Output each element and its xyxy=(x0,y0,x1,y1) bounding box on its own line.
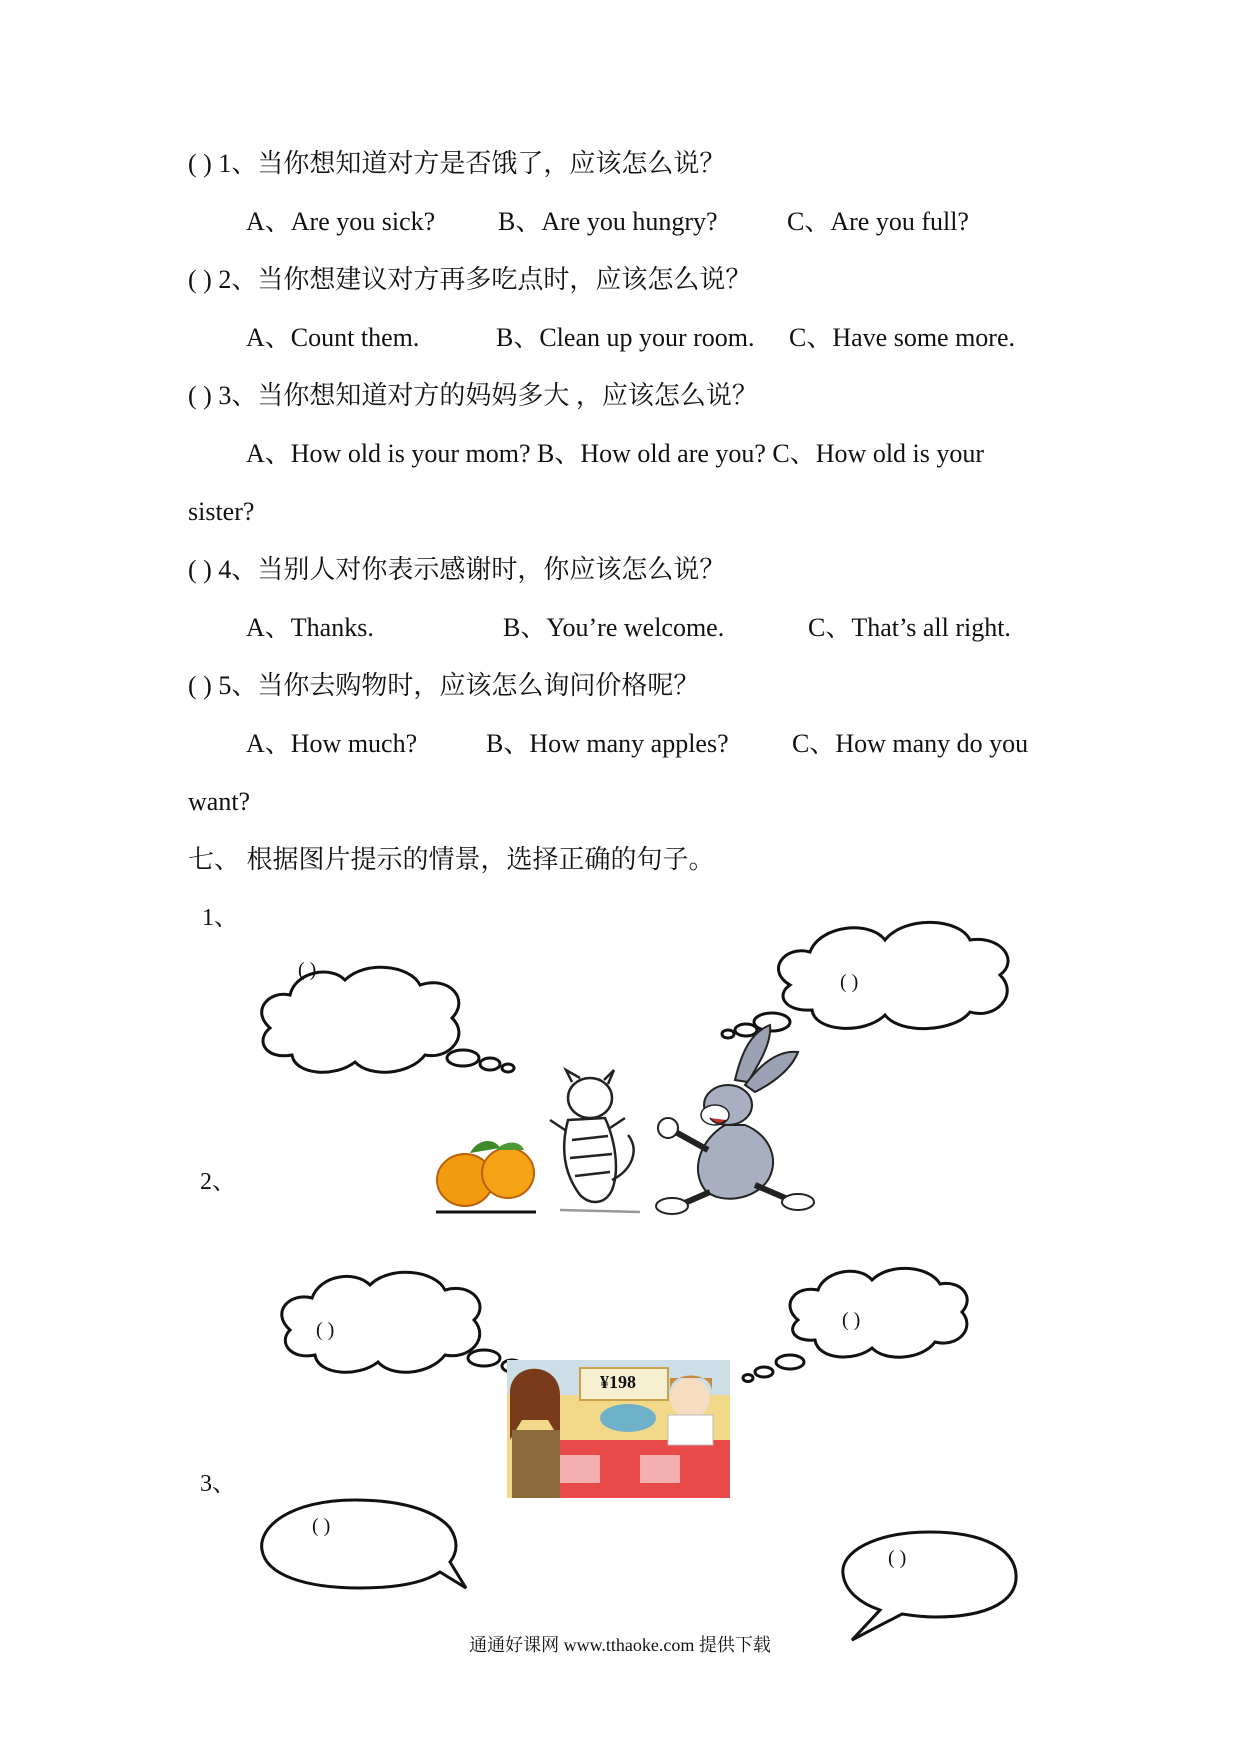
bubble-2-left-blank[interactable]: ( ) xyxy=(316,1319,335,1341)
q5-option-b: B、How many apples? xyxy=(486,729,729,758)
question-5-stem: ( ) 5、当你去购物时，应该怎么询问价格呢？ xyxy=(188,671,700,700)
item-3-number: 3、 xyxy=(200,1471,236,1497)
tiger-cartoon xyxy=(550,1070,640,1212)
q1-option-a: A、Are you sick? xyxy=(246,207,436,236)
bubble-2-right-blank[interactable]: ( ) xyxy=(842,1309,861,1331)
q2-option-a: A、Count them. xyxy=(246,323,420,352)
thought-cloud-1-right xyxy=(722,922,1008,1038)
speech-bubble-3-left xyxy=(262,1500,466,1588)
q5-continuation: want? xyxy=(188,787,251,816)
q4-option-b: B、You’re welcome. xyxy=(503,613,725,642)
q2-option-c: C、Have some more. xyxy=(789,323,1016,352)
q1-option-c: C、Are you full? xyxy=(787,207,969,236)
q5-option-c: C、How many do you xyxy=(792,729,1029,758)
q2-option-b: B、Clean up your room. xyxy=(496,323,755,352)
item-2-number: 2、 xyxy=(200,1169,236,1195)
q5-option-a: A、How much? xyxy=(246,729,418,758)
q4-option-c: C、That’s all right. xyxy=(808,613,1011,642)
q1-option-b: B、Are you hungry? xyxy=(498,207,718,236)
q3-continuation: sister? xyxy=(188,497,255,526)
oranges-picture xyxy=(436,1141,536,1212)
question-3-stem: ( ) 3、当你想知道对方的妈妈多大 ，应该怎么说？ xyxy=(188,381,758,410)
thought-cloud-1-left xyxy=(262,967,514,1072)
speech-bubble-3-right xyxy=(843,1532,1016,1640)
question-2-stem: ( ) 2、当你想建议对方再多吃点时，应该怎么说？ xyxy=(188,265,752,294)
q3-options-line: A、How old is your mom? B、How old are you? C、How old is your xyxy=(246,439,985,468)
bubble-3-right-blank[interactable]: ( ) xyxy=(888,1547,907,1569)
bubble-1-left-blank[interactable]: ( ) xyxy=(298,959,317,981)
page-footer: 通通好课网 www.tthaoke.com 提供下载 xyxy=(469,1635,771,1655)
bubble-3-left-blank[interactable]: ( ) xyxy=(312,1515,331,1537)
question-4-stem: ( ) 4、当别人对你表示感谢时，你应该怎么说？ xyxy=(188,555,726,584)
bubble-1-right-blank[interactable]: ( ) xyxy=(840,971,859,993)
question-1-stem: ( ) 1、当你想知道对方是否饿了，应该怎么说？ xyxy=(188,149,726,178)
rabbit-cartoon xyxy=(656,1025,814,1214)
price-tag: ¥198 xyxy=(600,1372,636,1392)
q4-option-a: A、Thanks. xyxy=(246,613,374,642)
section-7-heading: 七、 根据图片提示的情景，选择正确的句子。 xyxy=(188,845,715,874)
item-1-number: 1、 xyxy=(202,905,238,931)
